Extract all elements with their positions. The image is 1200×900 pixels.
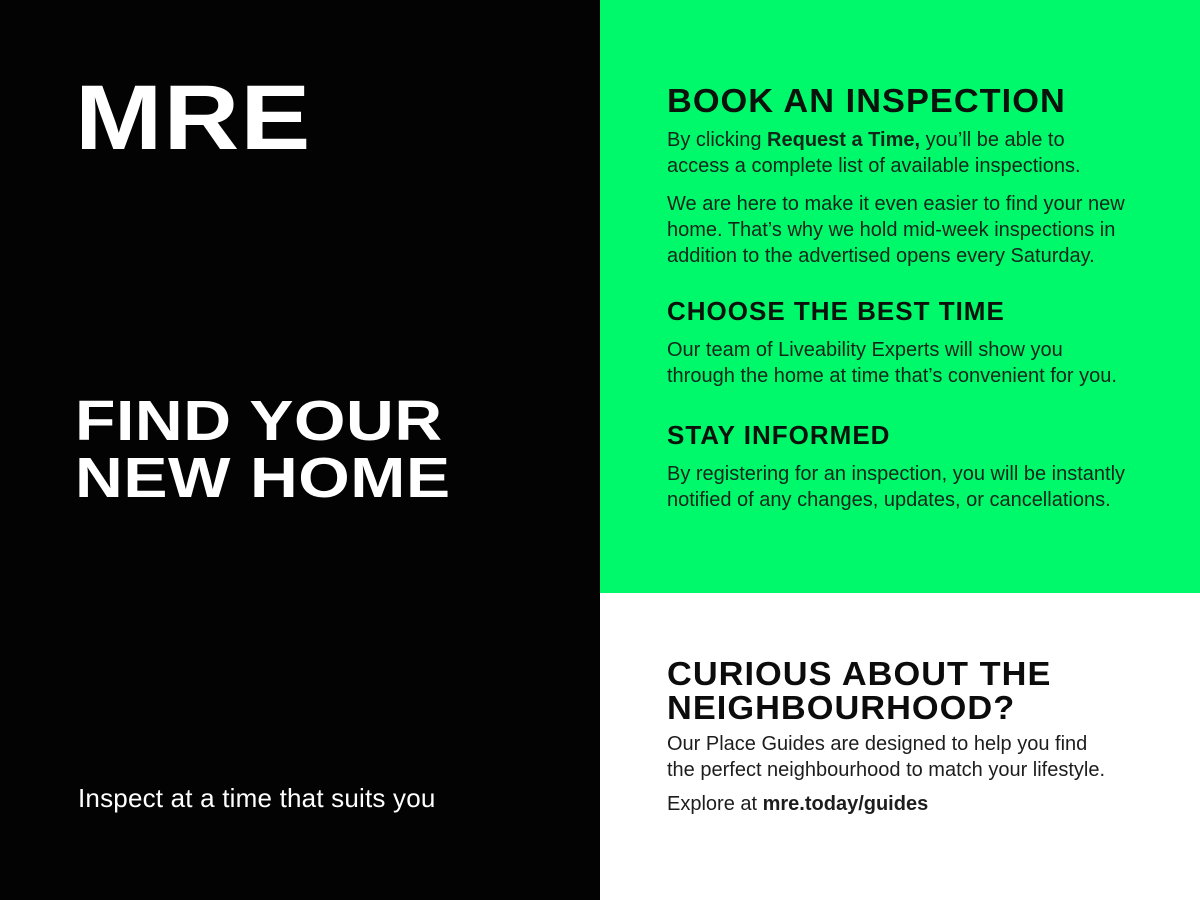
section-heading-stay-informed: STAY INFORMED xyxy=(667,420,891,450)
inspection-info-section xyxy=(600,0,1200,593)
right-column xyxy=(600,0,1200,900)
headline-line1: FIND YOUR xyxy=(75,389,443,453)
request-a-time-emphasis: Request a Time, xyxy=(767,129,921,151)
tagline: Inspect at a time that suits you xyxy=(78,783,436,813)
brand-logo: MRE xyxy=(75,67,312,169)
book-p1-line2: access a complete list of available inspections. xyxy=(667,155,1081,177)
section-heading-book-an-inspection: BOOK AN INSPECTION xyxy=(667,82,1066,119)
neighbourhood-section xyxy=(600,593,1200,900)
section-heading-curious-about-the-neighbourhood: CURIOUS ABOUT THE NEIGHBOURHOOD? xyxy=(667,655,1052,726)
book-p1-line1: By clicking Request a Time, you’ll be able to xyxy=(667,129,1065,151)
neighbourhood-paragraph: Our Place Guides are designed to help you find the perfect neighbourhood to match your lifestyle. xyxy=(667,733,1106,781)
stay-paragraph: By registering for an inspection, you will be instantly notified of any changes, updates, or cancellations. xyxy=(667,463,1126,511)
choose-paragraph: Our team of Liveability Experts will show you through the home at time that’s convenient for you. xyxy=(667,339,1117,387)
explore-line: Explore at mre.today/guides xyxy=(667,793,929,815)
book-paragraph-2: We are here to make it even easier to find your new home. That’s why we hold mid-week inspections in addition to the advertised opens every Saturday. xyxy=(667,193,1125,267)
section-heading-choose-the-best-time: CHOOSE THE BEST TIME xyxy=(667,296,1005,326)
guides-url-link[interactable]: mre.today/guides xyxy=(762,793,929,815)
headline xyxy=(75,389,451,510)
headline-line2: NEW HOME xyxy=(75,446,451,510)
book-paragraph-1 xyxy=(667,127,1160,179)
